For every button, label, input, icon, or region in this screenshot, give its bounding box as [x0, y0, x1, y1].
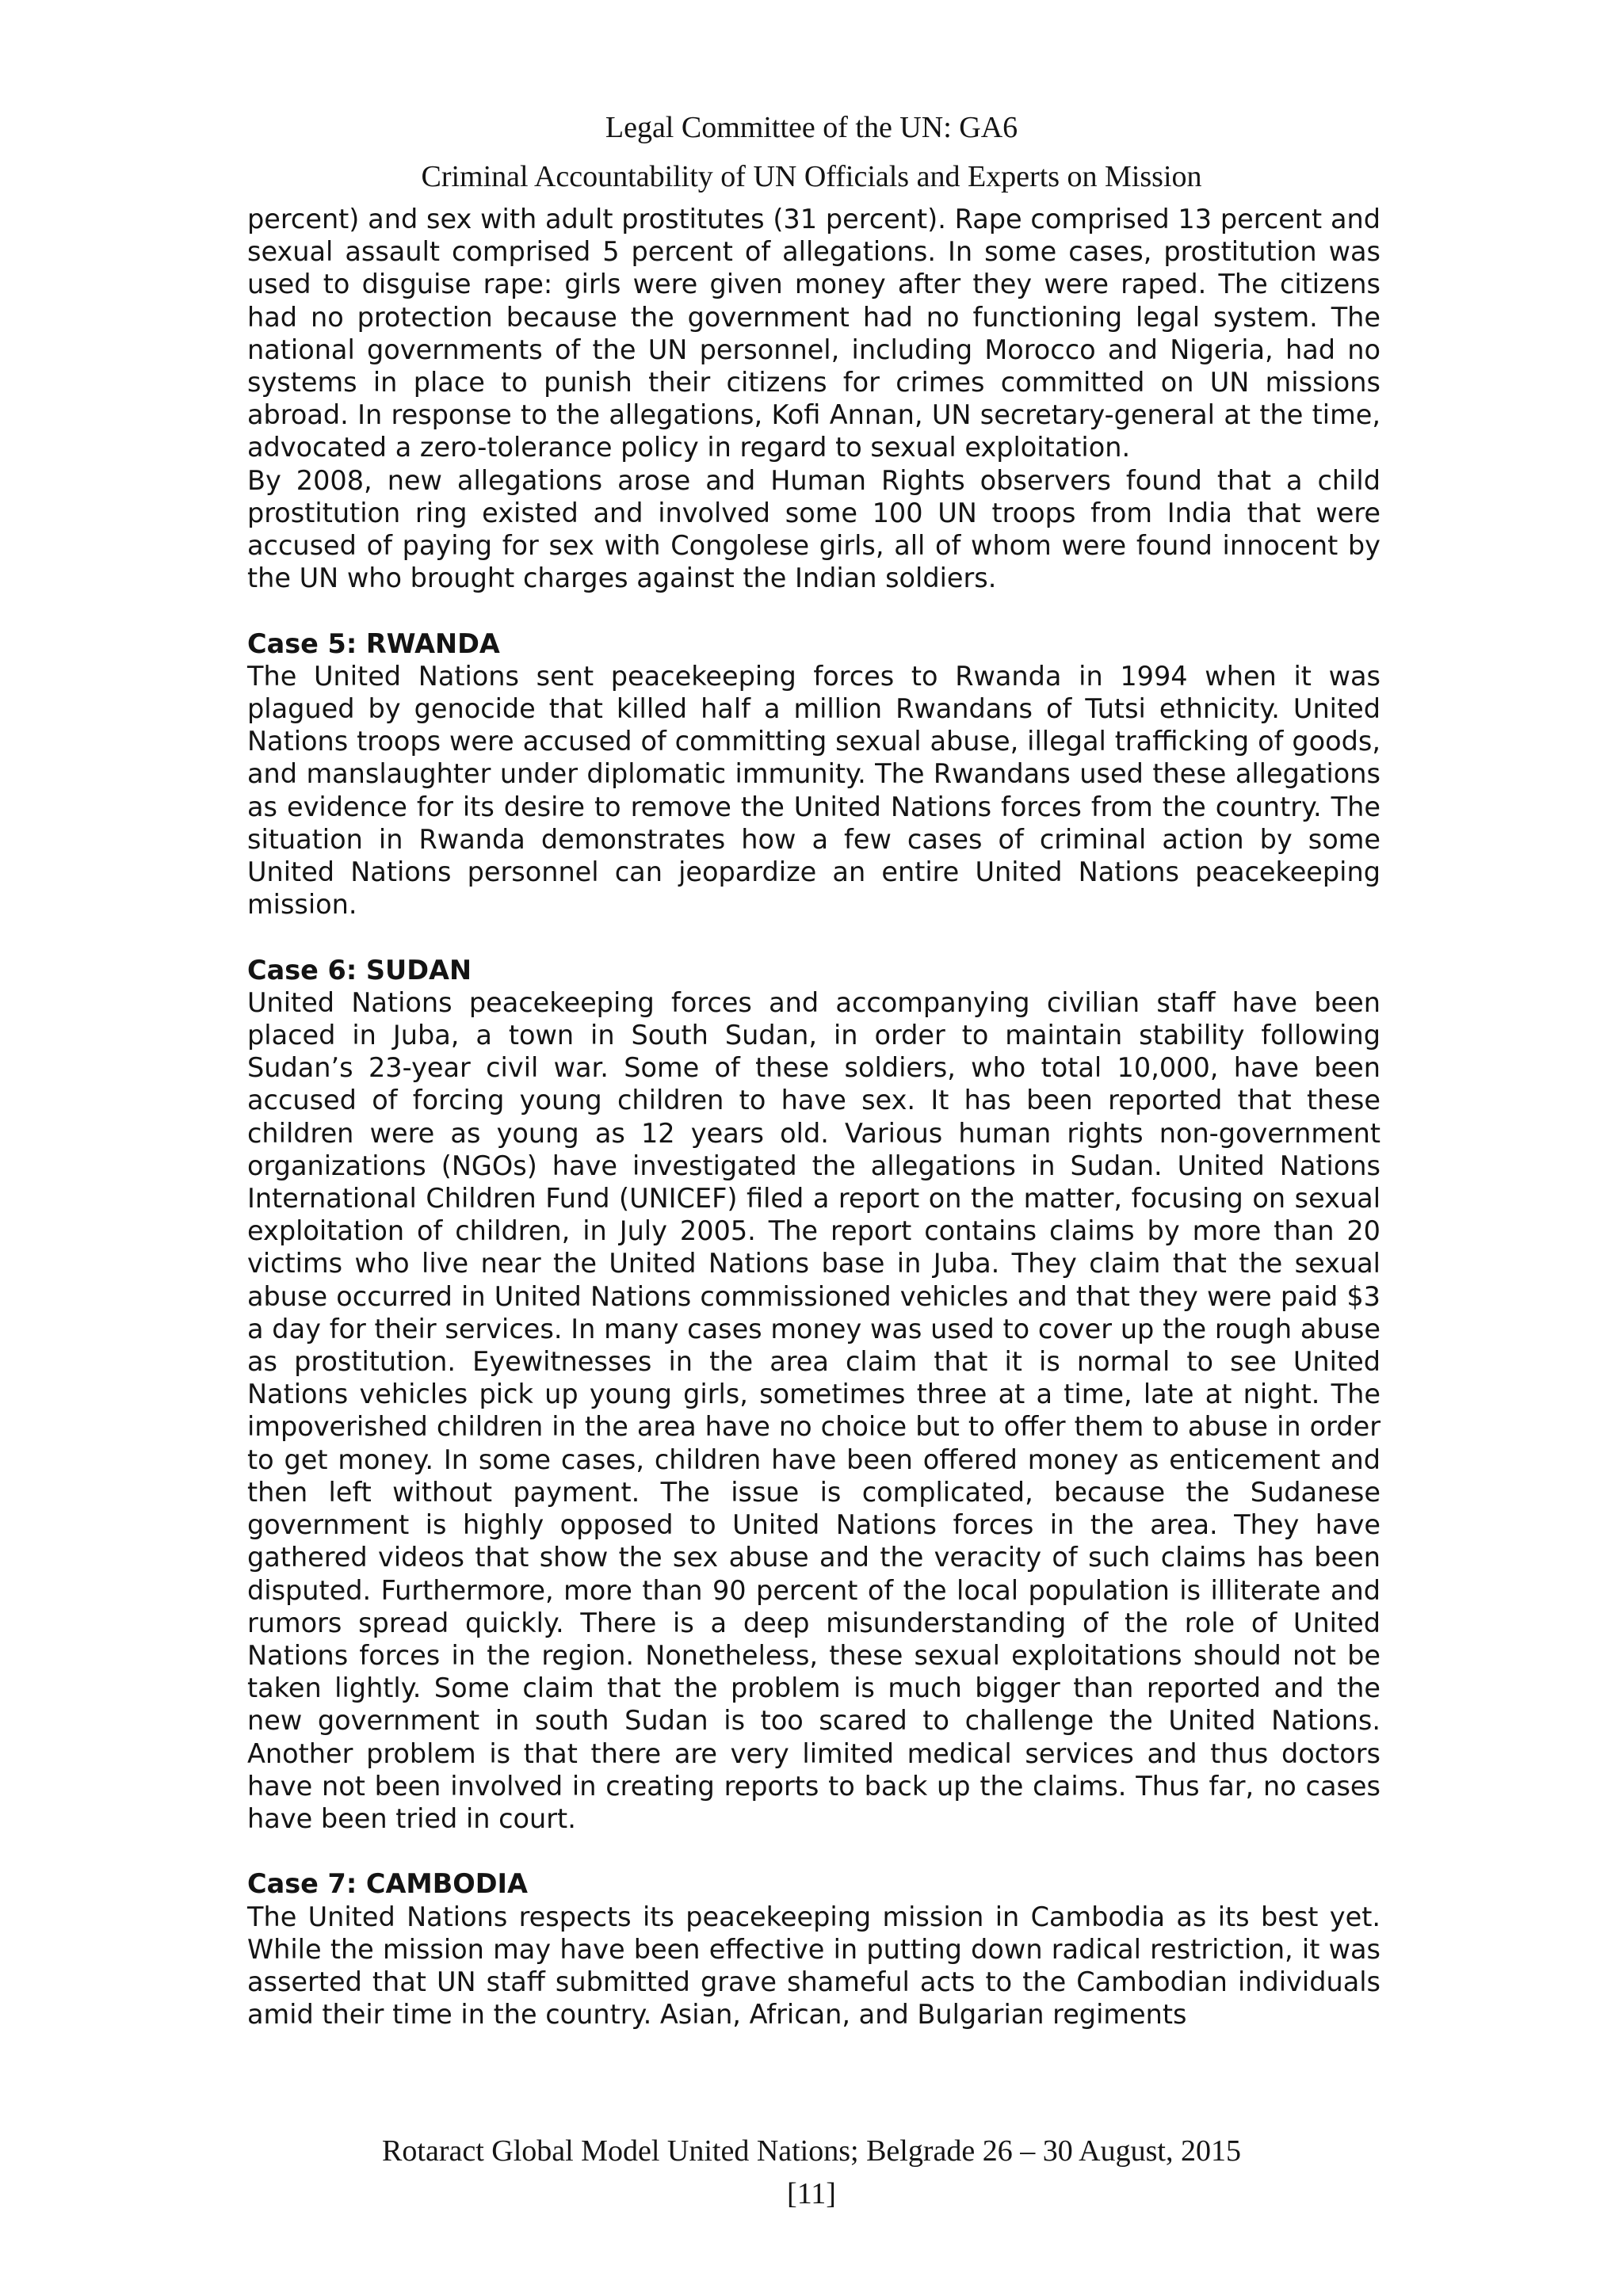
topic-title: Criminal Accountability of UN Officials and Experts on Mission [421, 160, 1202, 193]
case-7-text: The United Nations respects its peacekeeping mission in Cambodia as its best yet. While the mission may have been effective in putting down radical restriction, it was asserted that UN staff submitted grave shameful acts to the Cambodian individuals amid their time in the country. Asian, African, and Bulgarian regiments [247, 1901, 1381, 2031]
committee-title: Legal Committee of the UN: GA6 [605, 111, 1018, 144]
page-number: [11] [787, 2177, 836, 2210]
case-7-heading: Case 7: CAMBODIA [247, 1868, 528, 1900]
conference-info: Rotaract Global Model United Nations; Belgrade 26 – 30 August, 2015 [382, 2134, 1241, 2168]
document-body [247, 203, 1381, 2031]
page-footer [0, 2130, 1623, 2215]
case-5-text: The United Nations sent peacekeeping forces to Rwanda in 1994 when it was plagued by genocide that killed half a million Rwandans of Tutsi ethnicity. United Nations troops were accused of committing sexual abuse, illegal trafficking of goods, and manslaughter under diplomatic immunity. The Rwandans used these allegations as evidence for its desire to remove the United Nations forces from the country. The situation in Rwanda demonstrates how a few cases of criminal action by some United Nations personnel can jeopardize an entire United Nations peacekeeping mission. [247, 660, 1381, 921]
case-6-text: United Nations peacekeeping forces and accompanying civilian staff have been placed in Juba, a town in South Sudan, in order to maintain stability following Sudan’s 23-year civil war. Some of these soldiers, who total 10,000, have been accused of forcing young children to have sex. It has been reported that these children were as young as 12 years old. Various human rights non-government organizations (NGOs) have investigated the allegations in Sudan. United Nations International Children Fund (UNICEF) filed a report on the matter, focusing on sexual exploitation of children, in July 2005. The report contains claims by more than 20 victims who live near the United Nations base in Juba. They claim that the sexual abuse occurred in United Nations commissioned vehicles and that they were paid $3 a day for their services. In many cases money was used to cover up the rough abuse as prostitution. Eyewitnesses in the area claim that it is normal to see United Nations vehicles pick up young girls, sometimes three at a time, late at night. The impoverished children in the area have no choice but to offer them to abuse in order to get money. In some cases, children have been offered money as enticement and then left without payment. The issue is complicated, because the Sudanese government is highly opposed to United Nations forces in the area. They have gathered videos that show the sex abuse and the veracity of such claims has been disputed. Furthermore, more than 90 percent of the local population is illiterate and rumors spread quickly. There is a deep misunderstanding of the role of United Nations forces in the region. Nonetheless, these sexual exploitations should not be taken lightly. Some claim that the problem is much bigger than reported and the new government in south Sudan is too scared to challenge the United Nations. Another problem is that there are very limited medical services and thus doctors have not been involved in creating reports to back up the claims. Thus far, no cases have been tried in court. [247, 986, 1381, 1834]
case-6-heading: Case 6: SUDAN [247, 954, 472, 986]
paragraph-2008-allegations: By 2008, new allegations arose and Human Rights observers found that a child prostitution ring existed and involved some 100 UN troops from India that were accused of paying for sex with Congolese girls, all of whom were found innocent by the UN who brought charges against the Indian soldiers. [247, 464, 1381, 594]
case-5-heading: Case 5: RWANDA [247, 627, 500, 659]
page-header [0, 103, 1623, 201]
paragraph-continued: percent) and sex with adult prostitutes (31 percent). Rape comprised 13 percent and sexual assault comprised 5 percent of allegations. In some cases, prostitution was used to disguise rape: girls were given money after they were raped. The citizens had no protection because the government had no functioning legal system. The national governments of the UN personnel, including Morocco and Nigeria, had no systems in place to punish their citizens for crimes committed on UN missions abroad. In response to the allegations, Kofi Annan, UN secretary-general at the time, advocated a zero-tolerance policy in regard to sexual exploitation. [247, 204, 1381, 463]
